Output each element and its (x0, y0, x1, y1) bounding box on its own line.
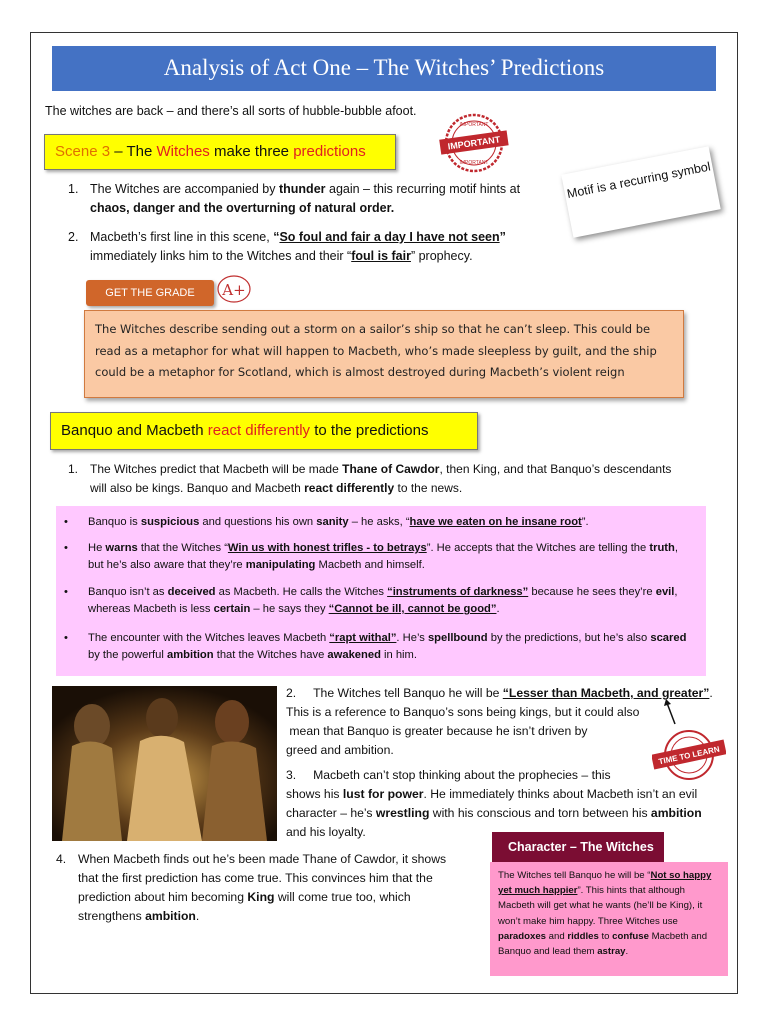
text: because he sees they’re (528, 586, 656, 598)
text: ” prophecy. (410, 249, 473, 263)
text: riddles (567, 930, 599, 942)
text: confuse (612, 930, 649, 942)
text: “ (273, 230, 280, 244)
text: Macbeth and himself. (315, 559, 425, 571)
text: The encounter with the Witches leaves Macbeth (88, 632, 330, 644)
text: certain (213, 603, 251, 615)
text: The Witches tell Banquo he will be (313, 686, 503, 700)
text: spellbound (427, 632, 488, 644)
text: manipulating (245, 559, 316, 571)
text: will also be kings. Banquo and Macbeth (90, 481, 305, 495)
text: Win us with honest trifles - to betrays (227, 542, 427, 554)
text: – he says they (250, 603, 329, 615)
witches-photo (52, 686, 277, 841)
text: greed and ambition. (286, 743, 394, 757)
text: react differently (304, 481, 395, 495)
character-box (490, 862, 728, 976)
a-plus-icon (216, 274, 252, 304)
text: that the Witches have (213, 649, 328, 661)
text: paradoxes (498, 930, 546, 942)
intro-text: The witches are back – and there’s all sorts of hubble-bubble afoot. (45, 104, 417, 118)
text: that the first prediction has come true. This convinces him that the (78, 871, 433, 885)
text: , (674, 586, 678, 598)
text: foul is fair (351, 249, 411, 263)
text: warns (105, 542, 138, 554)
text: deceived (167, 586, 216, 598)
text: astray (597, 946, 626, 958)
point-4 (56, 850, 482, 926)
text: mean that Banquo is greater because he isn’t driven by (289, 724, 588, 738)
text: prediction about him becoming (78, 890, 248, 904)
text: shows his (286, 787, 343, 801)
text: The Witches tell Banquo he will be “ (498, 870, 651, 881)
text: . (496, 603, 500, 615)
text: “rapt withal” (329, 632, 397, 644)
text: wrestling (375, 806, 430, 820)
bullet-2: • He warns that the Witches “Win us with honest trifles - to betrays”. He accepts that the Witches are telling the truth, but he’s also aware that they’re manipulating Macbeth and himself. (64, 542, 678, 571)
heading-part: Banquo and Macbeth (61, 422, 208, 439)
text: ”. This hints that although Macbeth will get what he wants (he’ll be King), it won’t make him happy. Three Witches use (498, 885, 703, 927)
text: sanity (316, 516, 349, 528)
text: Not so happy yet much happier (498, 870, 712, 897)
text: , (674, 542, 678, 554)
text: – he asks, “ (348, 516, 410, 528)
text: lust for power (342, 787, 424, 801)
text: So foul and fair a day I have not seen (279, 230, 500, 244)
text: by the powerful (88, 649, 167, 661)
text: . (195, 909, 200, 923)
text: scared (650, 632, 687, 644)
text: The Witches are accompanied by (90, 182, 279, 196)
bullet-1: • Banquo is suspicious and questions his own sanity – he asks, “have we eaten on he insane root”. (64, 516, 589, 528)
list-number: 2. (286, 686, 297, 700)
text: will come true too, which (274, 890, 411, 904)
text: truth (649, 542, 675, 554)
text: thunder (278, 182, 326, 196)
text: with his conscious and torn between his (429, 806, 651, 820)
arrow-up-icon (660, 698, 680, 726)
text: strengthens (78, 909, 146, 923)
text: but he’s also aware that they’re (88, 559, 246, 571)
text: “Cannot be ill, cannot be good” (328, 603, 497, 615)
stamp-main-text: IMPORTANT (447, 134, 501, 152)
text: Thane of Cawdor (342, 462, 440, 476)
heading-part: – The (110, 143, 157, 160)
text: as Macbeth. He calls the Witches (215, 586, 388, 598)
text: suspicious (140, 516, 200, 528)
text: “Lesser than Macbeth, and greater” (502, 686, 710, 700)
text: ambition (145, 909, 196, 923)
bullet-4: • The encounter with the Witches leaves Macbeth “rapt withal”. He’s spellbound by the predictions, but he’s also scared by the powerful ambition that the Witches have awakened in him. (64, 632, 687, 661)
heading-part: to the predictions (310, 422, 429, 439)
text: The Witches predict that Macbeth will be made (90, 462, 343, 476)
text: ambition (650, 806, 702, 820)
heading-part: Witches (156, 143, 210, 160)
text: by the predictions, but he’s also (487, 632, 651, 644)
text: ambition (166, 649, 214, 661)
text: Macbeth can’t stop thinking about the prophecies – this (313, 768, 611, 782)
list2-item-1 (68, 460, 718, 498)
text: Macbeth and Banquo and lead them (498, 930, 708, 958)
list1-item-1 (68, 180, 568, 218)
text: This is a reference to Banquo’s sons being kings, but it could also (286, 705, 640, 719)
point-3 (286, 766, 726, 842)
list-number: 1. (68, 182, 79, 196)
text: “instruments of darkness” (387, 586, 529, 598)
heading-scene3 (44, 134, 396, 170)
text: that the Witches “ (137, 542, 228, 554)
text: ”. (581, 516, 589, 528)
text: Macbeth’s first line in this scene, (90, 230, 274, 244)
text: . He’s (396, 632, 428, 644)
list-number: 2. (68, 230, 79, 244)
character-title: Character – The Witches (492, 832, 664, 862)
text: ” (499, 230, 506, 244)
text: awakened (327, 649, 381, 661)
text: , then King, and that Banquo’s descendants (439, 462, 672, 476)
list-number: 1. (68, 462, 79, 476)
text: He (88, 542, 106, 554)
text: evil (655, 586, 675, 598)
text: ”. He accepts that the Witches are telling the (426, 542, 650, 554)
list1-item-2 (68, 228, 568, 266)
stamp-bottom-text: IMPORTANT (459, 160, 489, 166)
text: King (247, 890, 275, 904)
bullet-3: • Banquo isn’t as deceived as Macbeth. He calls the Witches “instruments of darkness” because he sees they’re evil, whereas Macbeth is less certain – he says they “Cannot be ill, cannot be good”. (64, 586, 678, 615)
text: Banquo isn’t as (88, 586, 168, 598)
important-stamp (438, 112, 510, 174)
heading-part: make three (209, 143, 294, 160)
text: Banquo is (88, 516, 141, 528)
text: . (709, 686, 713, 700)
get-the-grade-label: GET THE GRADE (86, 280, 214, 306)
banquo-points-box (56, 506, 706, 676)
text: When Macbeth finds out he’s been made Thane of Cawdor, it shows (78, 852, 447, 866)
page-title: Analysis of Act One – The Witches’ Predictions (52, 46, 716, 91)
text: to the news. (394, 481, 463, 495)
text: . He immediately thinks about Macbeth isn’t an evil (423, 787, 698, 801)
text: chaos, danger and the overturning of natural order. (90, 201, 395, 215)
text: immediately links him to the Witches and their “ (90, 249, 352, 263)
heading-part: Scene 3 (55, 143, 111, 160)
stamp-top-text: IMPORTANT (459, 122, 489, 128)
text: to (598, 930, 613, 942)
text: have we eaten on he insane root (409, 516, 582, 528)
motif-note: Motif is a recurring symbol (561, 146, 720, 237)
text: again – this recurring motif hints at (325, 182, 521, 196)
text: in him. (380, 649, 417, 661)
heading-part: predictions (293, 143, 366, 160)
heading-react (50, 412, 478, 450)
heading-part: react differently (207, 422, 311, 439)
text: . (625, 946, 629, 958)
grade-text-box: The Witches describe sending out a storm on a sailor’s ship so that he can’t sleep. This could be read as a metaphor for what will happen to Macbeth, who’s made sleepless by guilt, and the ship could be a metaphor for Scotland, which is almost destroyed during Macbeth’s violent reign (84, 310, 684, 398)
list-number: 3. (286, 768, 297, 782)
text: and questions his own (199, 516, 317, 528)
text: and (546, 930, 568, 942)
grade-mark: A+ (222, 281, 246, 299)
text: whereas Macbeth is less (88, 603, 214, 615)
text: character – he’s (286, 806, 376, 820)
time-to-learn-text: TIME TO LEARN (657, 744, 721, 767)
text: and his loyalty. (286, 825, 366, 839)
list-number: 4. (56, 852, 67, 866)
